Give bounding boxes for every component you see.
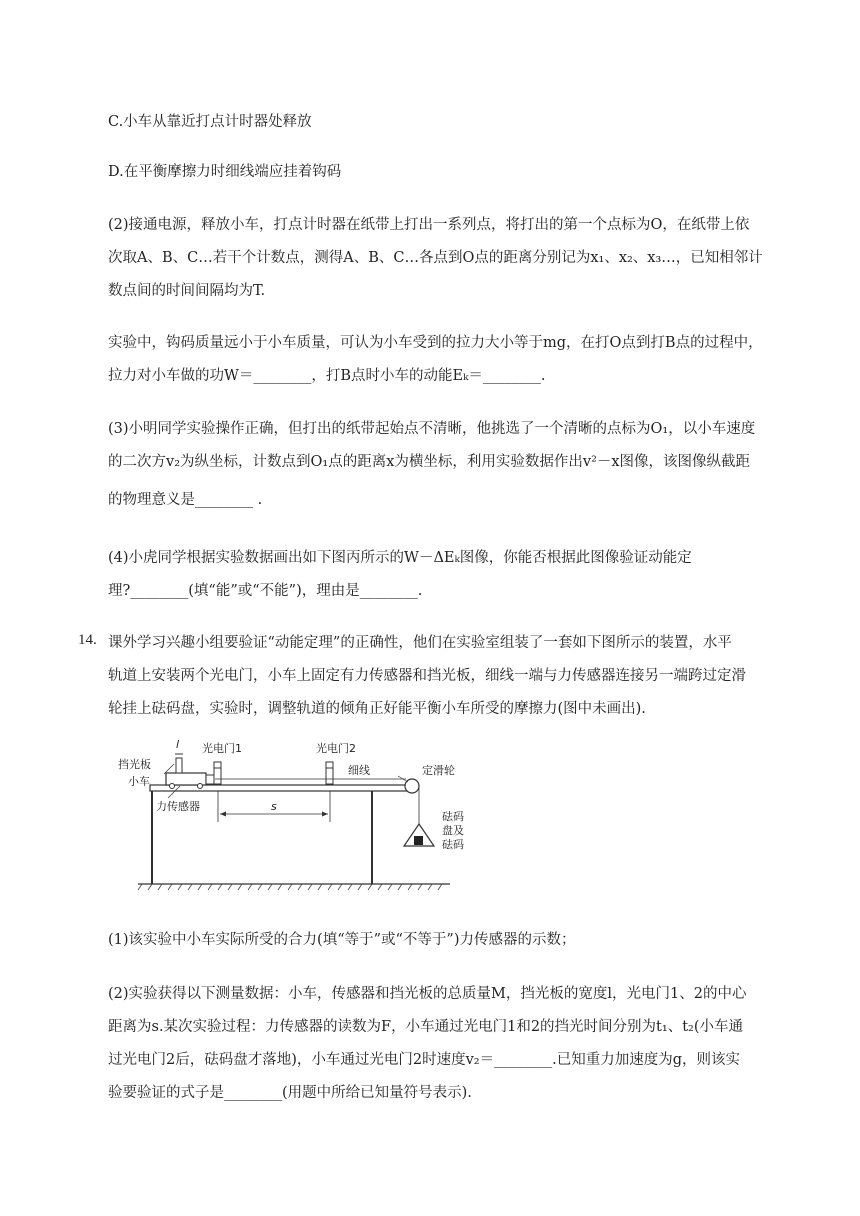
q14-part2-line2: 距离为s.某次实验过程：力传感器的读数为F，小车通过光电门1和2的挡光时间分别为t₁、t₂(小车通 bbox=[108, 1019, 743, 1035]
q14-part2-line3: 过光电门2后，砝码盘才落地)，小车通过光电门2时速度v₂＝________.已知重力加速度为g，则该实 bbox=[108, 1052, 740, 1068]
label-sensor: 力传感器 bbox=[156, 800, 200, 813]
label-pulley: 定滑轮 bbox=[422, 764, 455, 777]
q13-part2-line1: (2)接通电源，释放小车，打点计时器在纸带上打出一系列点，将打出的第一个点标为O，在纸带上依 bbox=[108, 217, 750, 233]
label-cart: 小车 bbox=[128, 775, 150, 788]
label-s: s bbox=[271, 800, 277, 813]
option-c: C.小车从靠近打点计时器处释放 bbox=[108, 114, 312, 130]
label-shield: 挡光板 bbox=[118, 758, 151, 771]
q13-part2b-line2: 拉力对小车做的功W＝________，打B点时小车的动能Eₖ＝________. bbox=[108, 368, 546, 384]
q14-intro-line1: 课外学习兴趣小组要验证“动能定理”的正确性，他们在实验室组装了一套如下图所示的装置，水平 bbox=[108, 635, 732, 651]
q13-part2b-line1: 实验中，钩码质量远小于小车质量，可认为小车受到的拉力大小等于mg，在打O点到打B点的过程中， bbox=[108, 335, 763, 351]
q13-part2-line3: 数点间的时间间隔均为T. bbox=[108, 283, 266, 299]
option-d: D.在平衡摩擦力时细线端应挂着钩码 bbox=[108, 164, 342, 180]
q13-part3-line2: 的二次方v₂为纵坐标，计数点到O₁点的距离x为横坐标，利用实验数据作出v²－x图像，该图像纵截距 bbox=[108, 454, 751, 470]
q14-intro-line3: 轮挂上砝码盘，实验时，调整轨道的倾角正好能平衡小车所受的摩擦力(图中未画出). bbox=[108, 701, 646, 717]
q14-part2-line1: (2)实验获得以下测量数据：小车，传感器和挡光板的总质量M，挡光板的宽度l，光电门1、2的中心 bbox=[108, 986, 747, 1002]
label-weight-3: 砝码 bbox=[442, 838, 464, 851]
q13-part4-line1: (4)小虎同学根据实验数据画出如下图丙所示的W－ΔEₖ图像，你能否根据此图像验证动能定 bbox=[108, 550, 692, 566]
label-l: l bbox=[176, 738, 180, 751]
question-number: 14. bbox=[78, 632, 97, 648]
q13-part4-line2: 理?________(填“能”或“不能”)，理由是________. bbox=[108, 583, 423, 599]
q14-intro-line2: 轨道上安装两个光电门，小车上固定有力传感器和挡光板，细线一端与力传感器连接另一端跨过定滑 bbox=[108, 668, 746, 684]
label-weight-1: 砝码 bbox=[442, 810, 464, 823]
apparatus-diagram bbox=[108, 736, 480, 896]
label-weight-2: 盘及 bbox=[442, 824, 464, 837]
label-string: 细线 bbox=[348, 764, 370, 777]
q13-part2-line2: 次取A、B、C…若干个计数点，测得A、B、C…各点到O点的距离分别记为x₁、x₂、x₃…，已知相邻计 bbox=[108, 250, 763, 266]
label-gate2: 光电门2 bbox=[316, 742, 356, 755]
q13-part3-line1: (3)小明同学实验操作正确，但打出的纸带起始点不清晰，他挑选了一个清晰的点标为O₁，以小车速度 bbox=[108, 421, 756, 437]
q14-part1: (1)该实验中小车实际所受的合力(填“等于”或“不等于”)力传感器的示数； bbox=[108, 932, 576, 948]
label-gate1: 光电门1 bbox=[202, 742, 242, 755]
q13-part3-line3: 的物理意义是________ . bbox=[108, 492, 263, 508]
q14-part2-line4: 验要验证的式子是________(用题中所给已知量符号表示). bbox=[108, 1085, 472, 1101]
